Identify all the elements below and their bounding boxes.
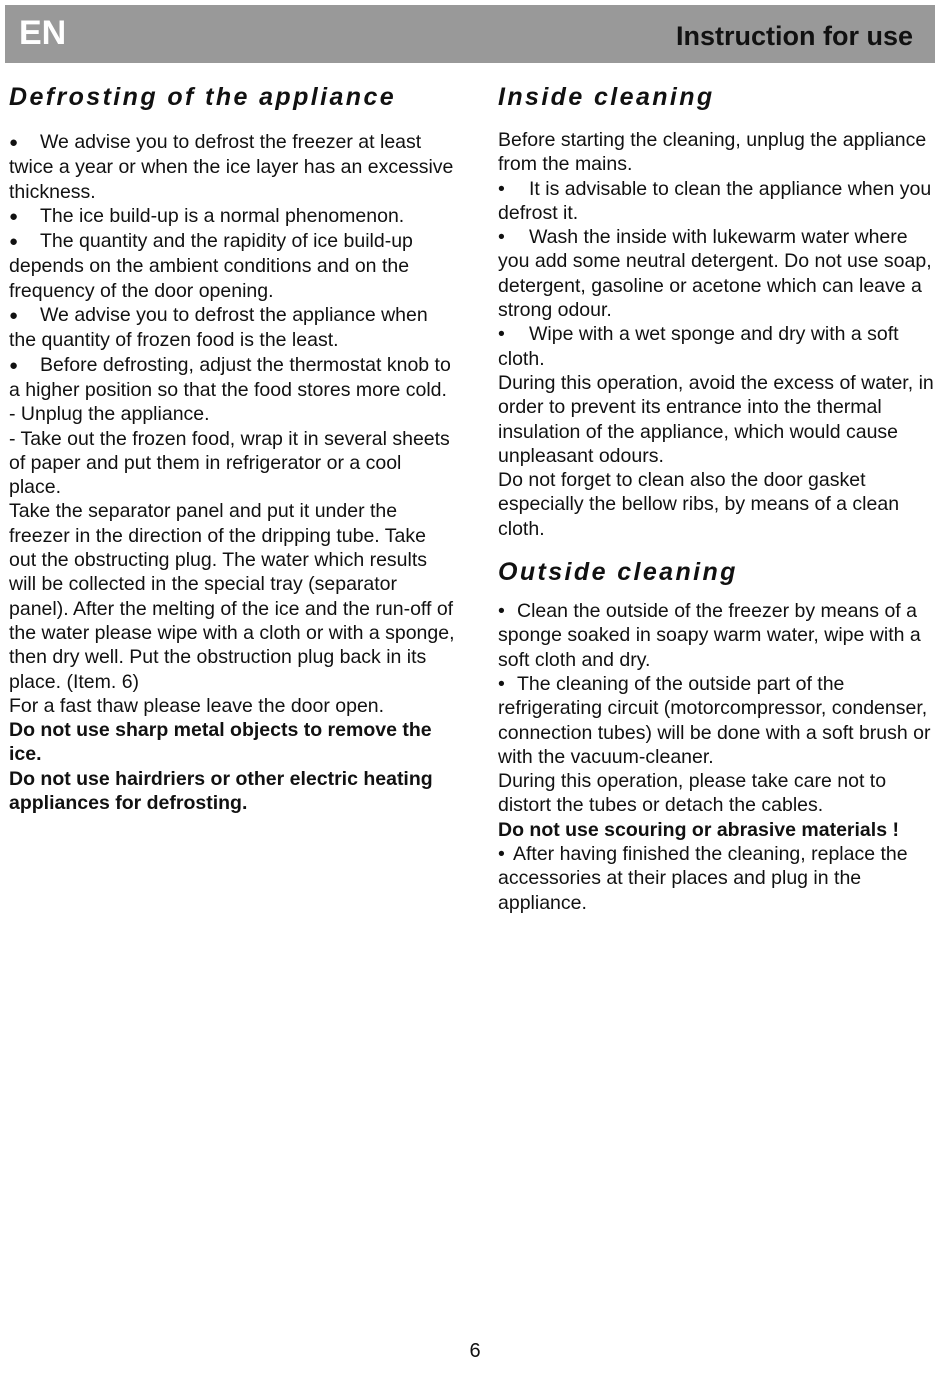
header-title: Instruction for use xyxy=(675,21,913,51)
warning-hairdriers: Do not use hairdriers or other electric heating appliances for defrosting. xyxy=(9,767,433,815)
outside-cleaning-title: Outside cleaning xyxy=(498,558,738,587)
inside-intro: Before starting the cleaning, unplug the appliance from the mains. xyxy=(498,129,927,176)
bullet-dot-icon: ● xyxy=(9,233,19,251)
outside-final: • After having finished the cleaning, replace the accessories at their places and plug in the appliance. xyxy=(498,843,908,914)
warning-sharp-objects: Do not use sharp metal objects to remove the ice. xyxy=(9,719,432,766)
defrost-bullet-2: ● The ice build-up is a normal phenomenon. xyxy=(9,204,457,229)
defrost-body: Take the separator panel and put it under the freezer in the direction of the dripping tube. Take out the obstructing plug. The water which results will be collected in the special tray (separator panel). After the melting of the ice and the run-off of the water please wipe with a cloth or with a sponge, then dry well. Put the obstruction plug back in its place. (Item. 6) xyxy=(9,500,455,693)
page-number: 6 xyxy=(469,1340,481,1362)
defrost-bullet-1: ● We advise you to defrost the freezer at least twice a year or when the ice layer has an excessive thickness. xyxy=(9,131,454,203)
bullet-icon: • xyxy=(498,672,505,695)
language-label: EN xyxy=(19,14,67,52)
inside-bullet-2: • Wash the inside with lukewarm water where you add some neutral detergent. Do not use soap, detergent, gasoline or acetone which can leave a strong odour. xyxy=(498,226,932,322)
defrost-bullet-5: ● Before defrosting, adjust the thermostat knob to a higher position so that the food stores more cold. xyxy=(9,353,451,401)
bullet-dot-icon: ● xyxy=(9,207,19,225)
bullet-dot-icon: ● xyxy=(9,307,19,325)
bullet-icon: • xyxy=(498,843,505,866)
warning-scouring: Do not use scouring or abrasive materials ! xyxy=(498,818,899,841)
bullet-icon: • xyxy=(498,600,505,623)
outside-bullet-1: • Clean the outside of the freezer by means of a sponge soaked in soapy warm water, wipe with a soft cloth and dry. xyxy=(498,600,921,671)
outside-bullet-2: • The cleaning of the outside part of the refrigerating circuit (motorcompressor, condenser, connection tubes) will be done with a soft brush or with the vacuum-cleaner. xyxy=(498,672,931,768)
defrosting-title: Defrosting of the appliance xyxy=(9,83,397,111)
inside-cleaning-title: Inside cleaning xyxy=(498,83,715,111)
inside-bullet-1: • It is advisable to clean the appliance when you defrost it. xyxy=(498,177,932,224)
bullet-icon: • xyxy=(498,226,505,249)
defrost-step-2: - Take out the frozen food, wrap it in several sheets of paper and put them in refrigerator or a cool place. xyxy=(9,427,450,499)
inside-note-2: Do not forget to clean also the door gasket especially the bellow ribs, by means of a clean cloth. xyxy=(498,469,900,540)
inside-bullet-3: • Wipe with a wet sponge and dry with a soft cloth. xyxy=(498,323,899,370)
defrost-bullet-4: ● We advise you to defrost the appliance when the quantity of frozen food is the least. xyxy=(9,304,428,352)
inside-note-1: During this operation, avoid the excess of water, in order to prevent its entrance into the thermal insulation of the appliance, which would cause unpleasant odours. xyxy=(498,371,934,467)
defrosting-section xyxy=(9,80,457,815)
cleaning-section xyxy=(498,80,938,915)
fast-thaw-note: For a fast thaw please leave the door open. xyxy=(9,694,385,717)
bullet-dot-icon: ● xyxy=(9,134,19,151)
defrost-step-1: - Unplug the appliance. xyxy=(9,403,210,426)
bullet-icon: • xyxy=(498,323,505,346)
outside-note: During this operation, please take care not to distort the tubes or detach the cables. xyxy=(498,770,887,817)
bullet-icon: • xyxy=(498,177,505,200)
page-header xyxy=(5,5,935,63)
defrost-bullet-3: ● The quantity and the rapidity of ice build-up depends on the ambient conditions and on the frequency of the door opening. xyxy=(9,230,413,302)
bullet-dot-icon: ● xyxy=(9,356,19,374)
